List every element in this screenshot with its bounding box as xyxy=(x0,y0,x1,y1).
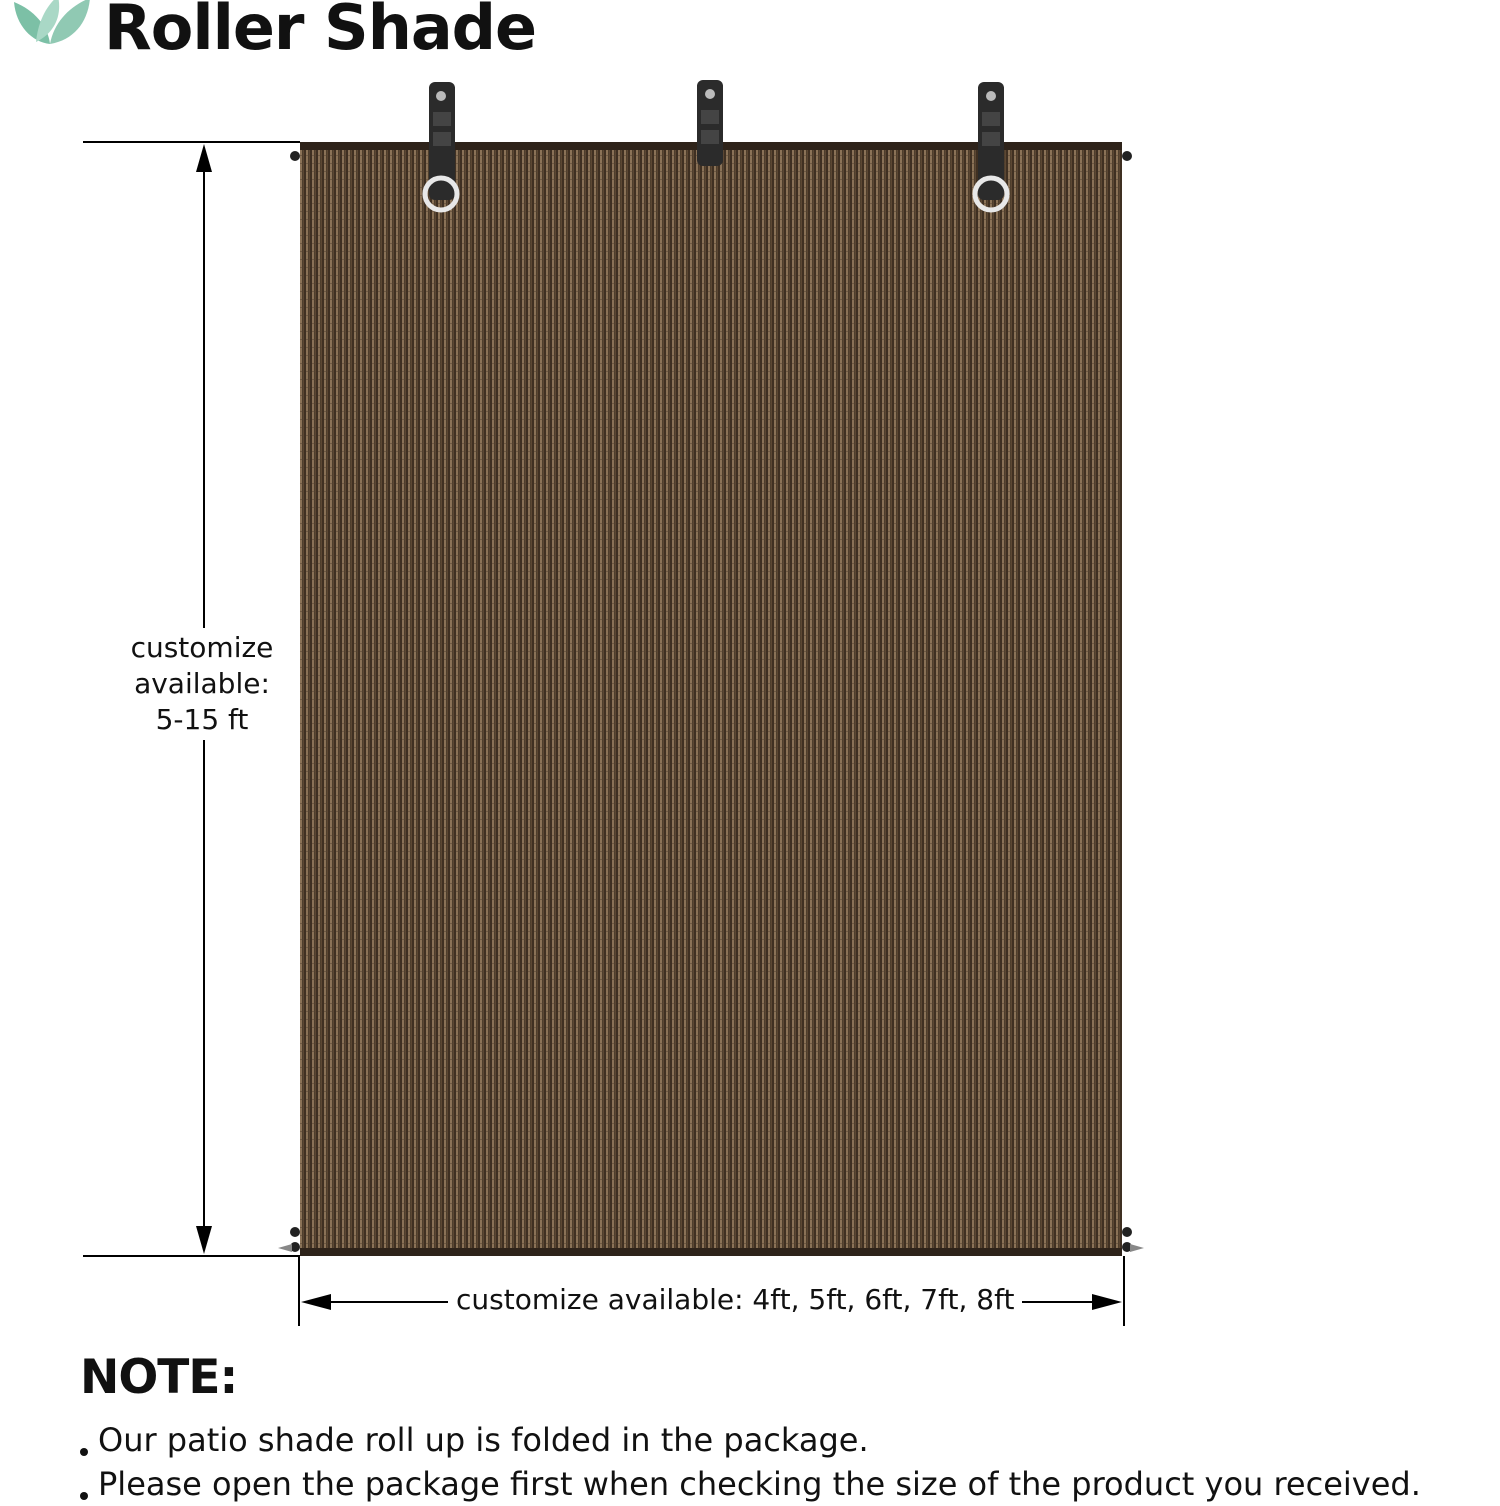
height-label-line-2: available: xyxy=(134,667,270,700)
mounting-bracket-right xyxy=(975,82,1007,210)
height-label-line-3: 5-15 ft xyxy=(155,703,249,736)
shade-fabric xyxy=(300,142,1122,1256)
note-list xyxy=(76,1418,1421,1506)
mounting-bracket-left xyxy=(425,82,457,210)
height-dimension-label xyxy=(118,628,286,740)
note-heading: NOTE: xyxy=(80,1350,238,1405)
leaf-logo-icon xyxy=(6,0,92,54)
page-title: Roller Shade xyxy=(104,0,537,64)
height-label-line-1: customize xyxy=(130,631,274,664)
width-dimension-label: customize available: 4ft, 5ft, 6ft, 7ft, 8ft xyxy=(448,1280,1022,1320)
note-item: Please open the package first when checking the size of the product you received. xyxy=(76,1462,1421,1506)
mounting-bracket-middle xyxy=(697,80,723,166)
note-item: Our patio shade roll up is folded in the package. xyxy=(76,1418,1421,1462)
